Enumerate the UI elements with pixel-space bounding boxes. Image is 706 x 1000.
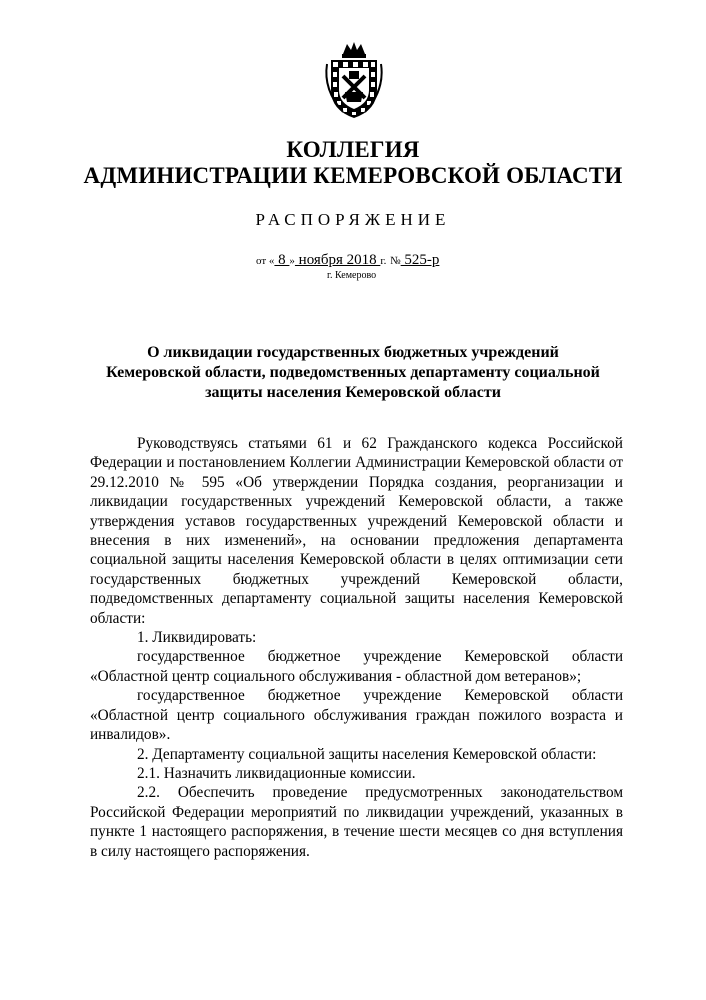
body-paragraph: 2.2. Обеспечить проведение предусмотренных законодательством Российской Федерации мероприятий по ликвидации учреждений, указанных в пункте 1 настоящего распоряжения, в течение шести месяцев со дня вступления в силу настоящего распоряжения. <box>90 784 623 860</box>
date-day: 8 <box>274 252 290 268</box>
body-paragraph: 2. Департаменту социальной защиты населения Кемеровской области: <box>137 745 597 763</box>
date-sep: » <box>289 255 295 267</box>
title-line: Кемеровской области, подведомственных департаменту социальной <box>106 364 600 381</box>
document-title <box>90 343 616 403</box>
document-body <box>90 434 623 861</box>
document-city: г. Кемерово <box>327 270 377 281</box>
number-label: № <box>390 255 401 267</box>
date-prefix: от « <box>256 255 275 267</box>
document-type: РАСПОРЯЖЕНИЕ <box>255 210 451 229</box>
document-number: 525-р <box>400 252 440 268</box>
document-dateline <box>256 252 439 269</box>
coat-of-arms-icon <box>321 40 387 120</box>
org-title-line1: КОЛЛЕГИЯ <box>286 137 420 162</box>
body-paragraph: 1. Ликвидировать: <box>137 629 257 647</box>
date-year-suffix: г. <box>380 255 387 267</box>
date-month-year: ноября 2018 <box>294 252 381 268</box>
body-paragraph: государственное бюджетное учреждение Кемеровской области «Областной центр социального обслуживания граждан пожилого возраста и инвалидов». <box>90 687 623 744</box>
body-paragraph: государственное бюджетное учреждение Кемеровской области «Областной центр социального обслуживания - областной дом ветеранов»; <box>90 648 623 685</box>
org-title-line2: АДМИНИСТРАЦИИ КЕМЕРОВСКОЙ ОБЛАСТИ <box>83 163 623 188</box>
body-paragraph: 2.1. Назначить ликвидационные комиссии. <box>137 764 416 782</box>
body-paragraph: Руководствуясь статьями 61 и 62 Гражданского кодекса Российской Федерации и постановлением Коллегии Администрации Кемеровской области от 29.12.2010 № 595 «Об утверждении Порядка создания, реорганизации и ликвидации государственных учреждений Кемеровской области, а также утверждения уставов государственных учреждений Кемеровской области и внесения в них изменений», на основании предложения департамента социальной защиты населения Кемеровской области в целях оптимизации сети государственных бюджетных учреждений Кемеровской области, подведомственных департаменту социальной защиты населения Кемеровской области: <box>90 435 623 627</box>
title-line: О ликвидации государственных бюджетных учреждений <box>147 344 559 361</box>
title-line: защиты населения Кемеровской области <box>205 384 501 401</box>
